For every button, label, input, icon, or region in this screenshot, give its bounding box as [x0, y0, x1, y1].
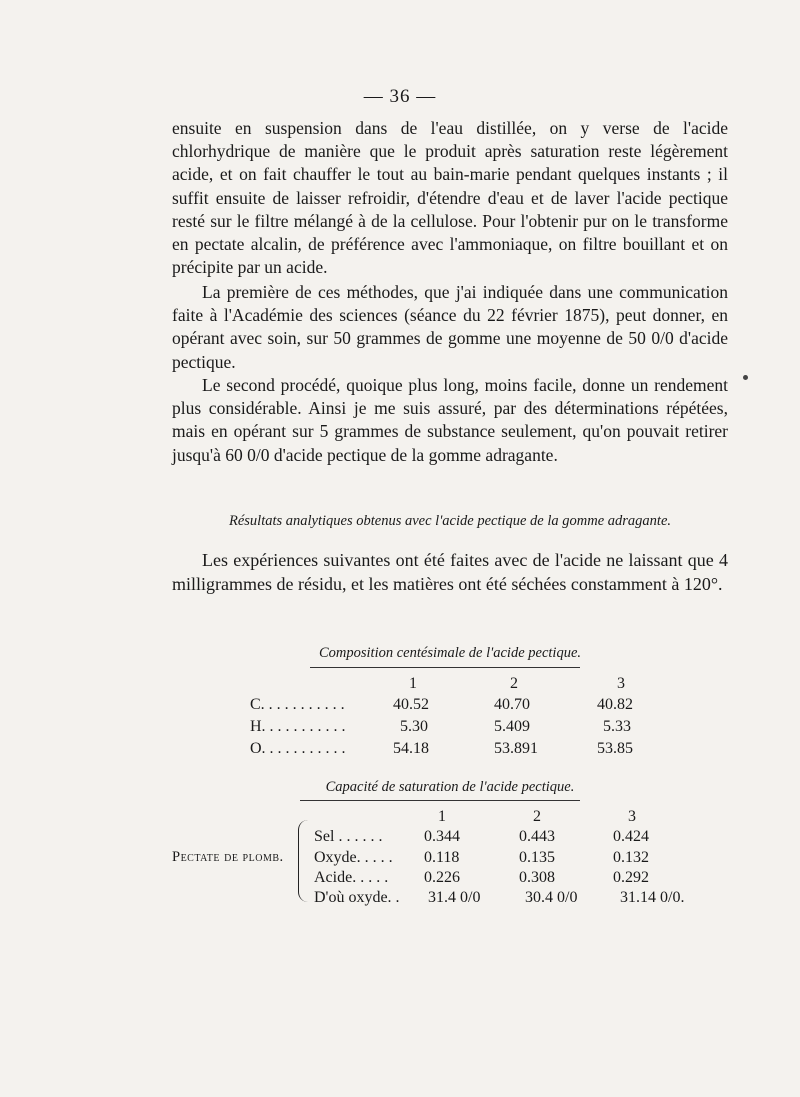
- cell-value: 0.135: [519, 849, 555, 866]
- cell-value: 53.85: [597, 740, 633, 757]
- composition-col-3: 3: [617, 675, 625, 692]
- paragraph-1-text: ensuite en suspension dans de l'eau distillée, on y verse de l'acide chlorhydrique de manière que le produit après saturation reste légèrement acide, et on fait chauffer le tout au bain-marie pendant quelques instants ; il suffit ensuite de laisser refroidir, d'étendre d'eau et de laver l'acide pectique resté sur le filtre mélangé à de la cellulose. Pour l'obtenir pur on le transforme en pectate alcalin, de préférence avec l'ammoniaque, on filtre bouillant et on précipite par un acide.: [172, 118, 728, 278]
- row-label: Oxyde. . . . .: [314, 849, 393, 866]
- paragraph-1: [172, 117, 728, 279]
- results-caption: Résultats analytiques obtenus avec l'acide pectique de la gomme adragante.: [228, 513, 672, 529]
- cell-value: 0.424: [613, 828, 649, 845]
- row-label: Sel . . . . . .: [314, 828, 383, 845]
- saturation-col-1: 1: [438, 808, 446, 825]
- pectate-de-plomb-label: Pectate de plomb.: [172, 849, 284, 865]
- cell-value: 40.70: [494, 696, 530, 713]
- cell-value: 54.18: [393, 740, 429, 757]
- cell-value: 40.52: [393, 696, 429, 713]
- paragraph-4: [172, 548, 728, 596]
- composition-col-2: 2: [510, 675, 518, 692]
- row-label: H. . . . . . . . . . .: [250, 718, 346, 735]
- paragraph-4-text: Les expériences suivantes ont été faites avec de l'acide ne laissant que 4 milligrammes de résidu, et les matières ont été séchées constamment à 120°.: [172, 550, 728, 594]
- paragraph-2: [172, 281, 728, 374]
- paragraph-3: [172, 374, 728, 467]
- cell-value: 40.82: [597, 696, 633, 713]
- saturation-col-2: 2: [533, 808, 541, 825]
- row-label: D'où oxyde. .: [314, 889, 400, 906]
- cell-value: 0.292: [613, 869, 649, 886]
- cell-value: 0.443: [519, 828, 555, 845]
- cell-value: 0.344: [424, 828, 460, 845]
- paragraph-3-text: Le second procédé, quoique plus long, moins facile, donne un rendement plus considérable. Ainsi je me suis assuré, par des déterminations répétées, mais en opérant sur 5 grammes de substance seulement, qu'on pouvait retirer jusqu'à 60 0/0 d'acide pectique de la gomme adragante.: [172, 375, 728, 465]
- cell-value: 5.30: [400, 718, 428, 735]
- row-label: O. . . . . . . . . . .: [250, 740, 346, 757]
- composition-caption-underline: [310, 667, 580, 668]
- cell-value: 0.226: [424, 869, 460, 886]
- cell-value: 31.14 0/0.: [620, 889, 685, 906]
- paragraph-2-text: La première de ces méthodes, que j'ai indiquée dans une communication faite à l'Académie des sciences (séance du 22 février 1875), peut donner, en opérant avec soin, sur 50 grammes de gomme une moyenne de 50 0/0 d'acide pectique.: [172, 282, 728, 372]
- saturation-caption-underline: [300, 800, 580, 801]
- table-brace: [298, 820, 311, 902]
- saturation-caption: Capacité de saturation de l'acide pectique.: [325, 779, 575, 795]
- cell-value: 5.409: [494, 718, 530, 735]
- cell-value: 30.4 0/0: [525, 889, 578, 906]
- row-label: Acide. . . . .: [314, 869, 389, 886]
- cell-value: 31.4 0/0: [428, 889, 481, 906]
- margin-dot: [743, 375, 748, 380]
- composition-col-1: 1: [409, 675, 417, 692]
- saturation-col-3: 3: [628, 808, 636, 825]
- cell-value: 0.118: [424, 849, 460, 866]
- row-label: C. . . . . . . . . . .: [250, 696, 345, 713]
- page-number: — 36 —: [363, 86, 437, 107]
- cell-value: 5.33: [603, 718, 631, 735]
- cell-value: 53.891: [494, 740, 538, 757]
- cell-value: 0.308: [519, 869, 555, 886]
- cell-value: 0.132: [613, 849, 649, 866]
- composition-caption: Composition centésimale de l'acide pectique.: [318, 645, 582, 661]
